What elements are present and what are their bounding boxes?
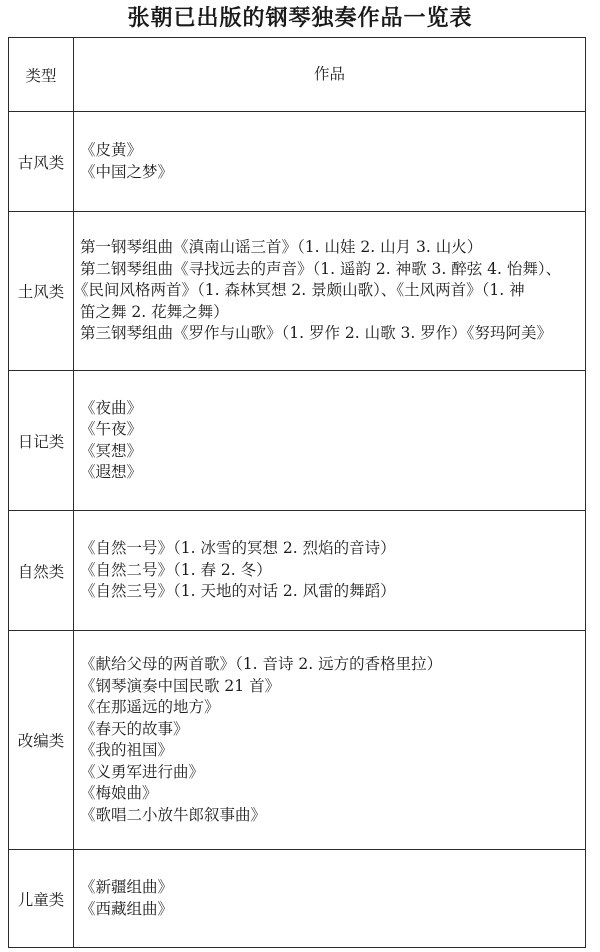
- works-cell: [74, 850, 585, 947]
- header-works: 作品: [313, 64, 345, 83]
- table-row-gufeng: [9, 112, 585, 212]
- table-row-riji: [9, 371, 585, 511]
- work-line: 《冥想》: [80, 441, 143, 460]
- work-line: 《遐想》: [80, 463, 143, 481]
- work-line: 第三钢琴组曲《罗作与山歌》（1. 罗作 2. 山歌 3. 罗作）《努玛阿美》: [80, 324, 553, 343]
- work-line: 《午夜》: [80, 420, 143, 438]
- works-cell: [74, 631, 585, 849]
- work-line: 《自然一号》（1. 冰雪的冥想 2. 烈焰的音诗）: [80, 539, 396, 558]
- document-title: 张朝已出版的钢琴独奏作品一览表: [127, 5, 473, 31]
- table-row-ertong: [9, 850, 585, 947]
- work-line: 第二钢琴组曲《寻找远去的声音》（1. 遥韵 2. 神歌 3. 醉弦 4. 怡舞）、: [80, 259, 562, 278]
- work-line: 笛之舞 2. 花舞之舞）: [80, 302, 229, 321]
- work-line: 《在那遥远的地方》: [80, 698, 220, 716]
- category-label: 古风类: [9, 112, 74, 211]
- header-row: [9, 38, 585, 112]
- work-line: 《皮黄》: [80, 141, 143, 159]
- work-line: 《义勇军进行曲》: [80, 762, 205, 781]
- category-label: 改编类: [9, 631, 74, 849]
- header-type: 类型: [9, 38, 74, 111]
- work-line: 《梅娘曲》: [80, 784, 158, 802]
- table-row-ziran: [9, 511, 585, 631]
- works-table: [8, 37, 586, 948]
- category-label: 土风类: [9, 212, 74, 370]
- works-cell: [74, 511, 585, 630]
- work-line: 《新疆组曲》: [80, 878, 174, 896]
- work-line: 《自然二号》（1. 春 2. 冬）: [80, 560, 272, 579]
- works-cell: [74, 112, 585, 211]
- category-label: 自然类: [9, 511, 74, 630]
- works-cell: [74, 212, 585, 370]
- table-row-gaibian: [9, 631, 585, 850]
- work-line: 《中国之梦》: [80, 162, 174, 181]
- header-works-cell: [74, 38, 585, 111]
- work-line: 《钢琴演奏中国民歌 21 首》: [80, 676, 281, 695]
- work-line: 第一钢琴组曲《滇南山谣三首》（1. 山娃 2. 山月 3. 山火）: [80, 238, 483, 257]
- work-line: 《夜曲》: [80, 398, 143, 417]
- work-line: 《民间风格两首》（1. 森林冥想 2. 景颇山歌）、《土风两首》（1. 神: [73, 281, 525, 300]
- category-label: 儿童类: [9, 850, 74, 947]
- category-label: 日记类: [9, 371, 74, 510]
- work-line: 《春天的故事》: [80, 719, 189, 738]
- work-line: 《歌唱二小放牛郎叙事曲》: [80, 805, 267, 824]
- work-line: 《献给父母的两首歌》（1. 音诗 2. 远方的香格里拉）: [80, 655, 443, 673]
- work-line: 《西藏组曲》: [80, 899, 174, 918]
- work-line: 《我的祖国》: [80, 741, 174, 759]
- table-row-tufeng: [9, 212, 585, 371]
- works-cell: [74, 371, 585, 510]
- work-line: 《自然三号》（1. 天地的对话 2. 风雷的舞蹈）: [80, 582, 396, 601]
